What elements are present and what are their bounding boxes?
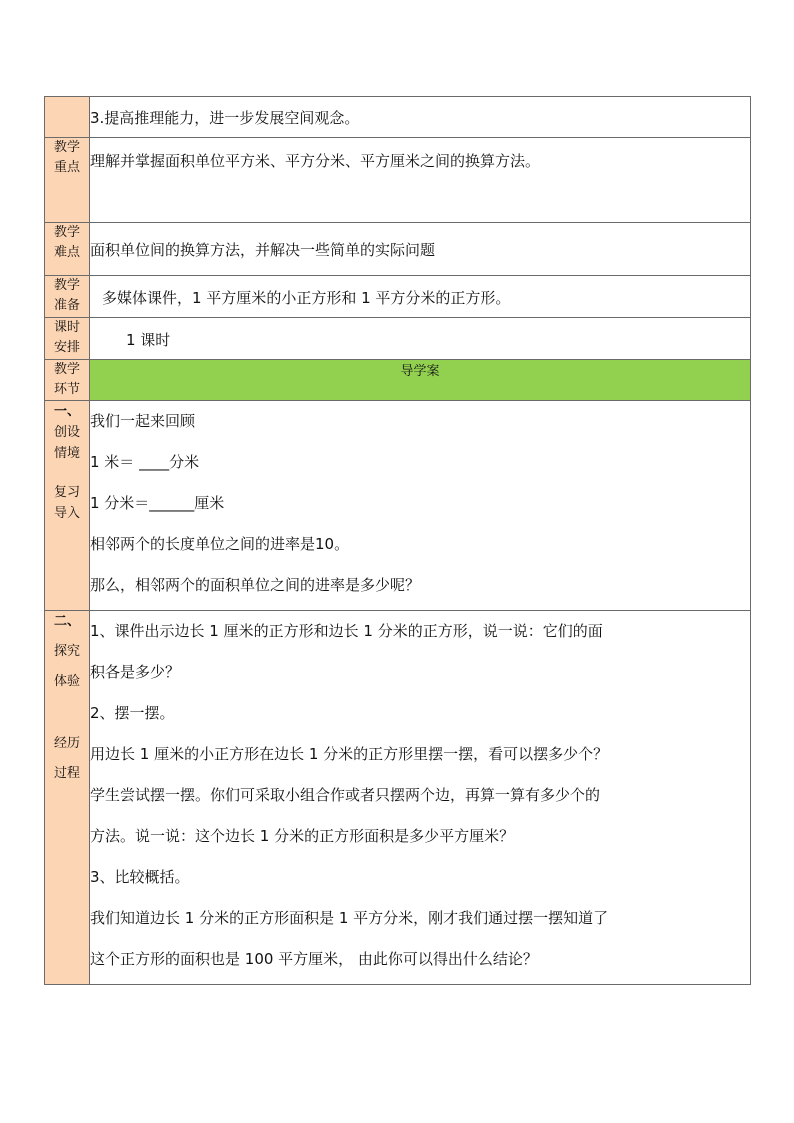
section-2-line: 方法。说一说：这个边长 1 分米的正方形面积是多少平方厘米？ bbox=[90, 827, 515, 845]
row-label-schedule: 课时 安排 bbox=[45, 318, 90, 360]
row-label-key-points: 教学 重点 bbox=[45, 138, 90, 223]
section-2-line: 3、比较概括。 bbox=[90, 868, 190, 886]
section-2-line: 学生尝试摆一摆。你们可采取小组合作或者只摆两个边，再算一算有多少个的 bbox=[90, 786, 601, 804]
section-1-line: 那么，相邻两个的面积单位之间的进率是多少呢？ bbox=[90, 576, 421, 594]
row-section-2 bbox=[45, 611, 751, 985]
section-2-line: 积各是多少？ bbox=[90, 663, 181, 681]
row-label-difficulties: 教学 难点 bbox=[45, 223, 90, 276]
schedule-cell bbox=[90, 318, 751, 360]
key-points-text: 理解并掌握面积单位平方米、平方分米、平方厘米之间的换算方法。 bbox=[90, 152, 541, 170]
goals-cell bbox=[90, 97, 751, 138]
section-1-line: 相邻两个的长度单位之间的进率是10。 bbox=[90, 535, 350, 553]
preparation-text: 多媒体课件，1 平方厘米的小正方形和 1 平方分米的正方形。 bbox=[102, 289, 511, 307]
row-label-section-2: 二、 探究 体验 经历 过程 bbox=[45, 611, 90, 985]
difficulties-cell bbox=[90, 223, 751, 276]
section-2-cell bbox=[90, 611, 751, 985]
row-key-points bbox=[45, 138, 751, 223]
row-difficulties bbox=[45, 223, 751, 276]
row-section-1 bbox=[45, 401, 751, 611]
section-2-line: 1、课件出示边长 1 厘米的正方形和边长 1 分米的正方形，说一说：它们的面 bbox=[90, 622, 603, 640]
row-preparation bbox=[45, 276, 751, 318]
section-2-line: 这个正方形的面积也是 100 平方厘米， 由此你可以得出什么结论？ bbox=[90, 950, 538, 968]
row-label-stage: 教学 环节 bbox=[45, 360, 90, 401]
row-label-preparation: 教学 准备 bbox=[45, 276, 90, 318]
stage-title-cell bbox=[90, 360, 751, 401]
section-2-line: 用边长 1 厘米的小正方形在边长 1 分米的正方形里摆一摆，看可以摆多少个？ bbox=[90, 745, 609, 763]
stage-title: 导学案 bbox=[400, 364, 440, 379]
section-2-line: 我们知道边长 1 分米的正方形面积是 1 平方分米，刚才我们通过摆一摆知道了 bbox=[90, 909, 609, 927]
key-points-cell bbox=[90, 138, 751, 223]
goal-text: 3.提高推理能力，进一步发展空间观念。 bbox=[90, 109, 360, 127]
row-stage bbox=[45, 360, 751, 401]
difficulties-text: 面积单位间的换算方法，并解决一些简单的实际问题 bbox=[90, 241, 436, 259]
section-1-line: 1 分米＝______厘米 bbox=[90, 494, 225, 512]
row-schedule bbox=[45, 318, 751, 360]
section-1-line: 我们一起来回顾 bbox=[90, 412, 196, 430]
schedule-text: 1 课时 bbox=[126, 331, 171, 349]
section-1-cell bbox=[90, 401, 751, 611]
row-goals-continued bbox=[45, 97, 751, 138]
row-label-section-1: 一、 创设 情境 复习 导入 bbox=[45, 401, 90, 611]
preparation-cell bbox=[90, 276, 751, 318]
section-2-line: 2、摆一摆。 bbox=[90, 704, 175, 722]
lesson-plan-table bbox=[44, 96, 751, 985]
row-label-empty bbox=[45, 97, 90, 138]
section-1-line: 1 米＝ ____分米 bbox=[90, 453, 200, 471]
